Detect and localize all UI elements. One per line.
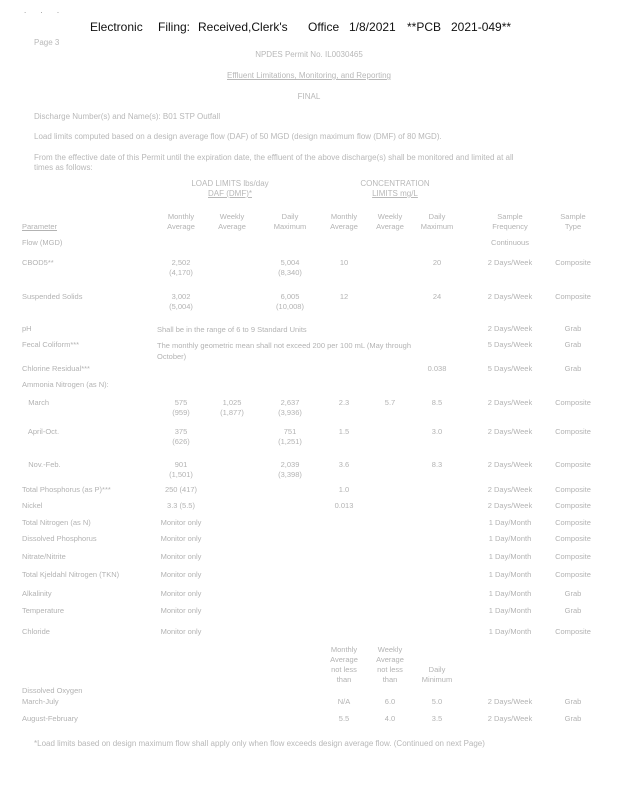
table-row-frequency: 2 Days/Week xyxy=(487,258,533,267)
table-row-parameter: Suspended Solids xyxy=(22,292,83,301)
table-row-sample-type: Grab xyxy=(564,324,582,333)
table-row-parameter: Total Kjeldahl Nitrogen (TKN) xyxy=(22,570,120,579)
table-row-monthly-load: Monitor only xyxy=(160,627,202,636)
do-row-sample-type: Grab xyxy=(564,714,582,723)
do-row-daily: 3.5 xyxy=(431,714,443,723)
column-header-parameter: Parameter xyxy=(22,222,58,231)
table-row-monthly-conc: 0.013 xyxy=(334,501,354,510)
table-row-daily-conc: 3.0 xyxy=(431,427,443,436)
table-row-parameter: Nov.-Feb. xyxy=(22,460,61,469)
stamp-received: Received,Clerk's xyxy=(198,20,288,34)
table-row-frequency: 1 Day/Month xyxy=(488,627,532,636)
table-row-frequency: 2 Days/Week xyxy=(487,501,533,510)
stamp-office: Office xyxy=(308,20,340,34)
column-header-type: Sample Type xyxy=(560,212,586,231)
table-row-monthly-load: 3,002 (5,004) xyxy=(169,292,193,311)
do-row-daily: 5.0 xyxy=(431,697,443,706)
table-row-frequency: 2 Days/Week xyxy=(487,324,533,333)
table-row-daily-conc: 20 xyxy=(432,258,442,267)
table-row-sample-type: Composite xyxy=(555,501,591,510)
load-limits-subheading: DAF (DMF)* xyxy=(208,189,252,198)
do-row-weekly: 4.0 xyxy=(384,714,396,723)
discharge-line: Discharge Number(s) and Name(s): B01 STP Outfall xyxy=(34,112,221,121)
table-row-parameter: March xyxy=(22,398,50,407)
table-row-parameter: Chloride xyxy=(22,627,50,636)
do-header-monthly: Monthly Average not less than xyxy=(330,645,358,684)
table-row-parameter: pH xyxy=(22,324,32,333)
table-row-sample-type: Composite xyxy=(555,292,591,301)
stamp-docket: 2021-049** xyxy=(451,20,512,34)
permit-title: NPDES Permit No. IL0030465 xyxy=(255,50,363,59)
column-header-daily: Daily Maximum xyxy=(273,212,307,231)
table-row-monthly-load: Monitor only xyxy=(160,534,202,543)
load-limits-heading: LOAD LIMITS lbs/day xyxy=(191,179,269,188)
table-row-parameter: Temperature xyxy=(22,606,65,615)
table-row-daily-load: 751 (1,251) xyxy=(278,427,302,446)
table-row-monthly-load: Monitor only xyxy=(160,606,202,615)
table-row-note: The monthly geometric mean shall not exceed 200 per 100 mL (May through October) xyxy=(157,341,412,361)
table-row-parameter: Alkalinity xyxy=(22,589,52,598)
table-row-parameter: Nickel xyxy=(22,501,43,510)
table-row-sample-type: Grab xyxy=(564,340,582,349)
column-header-monthly: Monthly Average xyxy=(167,212,195,231)
column-header-freq: Sample Frequency xyxy=(492,212,528,231)
table-row-parameter: April-Oct. xyxy=(22,427,60,436)
table-row-sample-type: Composite xyxy=(555,627,591,636)
table-row-monthly-conc: 2.3 xyxy=(338,398,350,407)
table-row-sample-type: Composite xyxy=(555,427,591,436)
table-row-parameter: Total Nitrogen (as N) xyxy=(22,518,91,527)
do-row-frequency: 2 Days/Week xyxy=(487,697,533,706)
table-row-monthly-conc: 3.6 xyxy=(338,460,350,469)
column-header-cdaily: Daily Maximum xyxy=(420,212,454,231)
table-row-daily-load: 2,637 (3,936) xyxy=(278,398,302,417)
table-row-daily-conc: 0.038 xyxy=(427,364,447,373)
table-row-parameter: CBOD5** xyxy=(22,258,54,267)
table-row-sample-type: Composite xyxy=(555,534,591,543)
column-header-cweekly: Weekly Average xyxy=(376,212,404,231)
table-row-sample-type: Composite xyxy=(555,518,591,527)
table-row-frequency: 2 Days/Week xyxy=(487,292,533,301)
do-header-daily: Daily Minimum xyxy=(421,665,453,684)
table-row-parameter: Flow (MGD) xyxy=(22,238,63,247)
table-row-frequency: 1 Day/Month xyxy=(488,518,532,527)
table-row-parameter: Nitrate/Nitrite xyxy=(22,552,66,561)
table-row-daily-conc: 8.5 xyxy=(431,398,443,407)
do-row-sample-type: Grab xyxy=(564,697,582,706)
table-row-monthly-load: Monitor only xyxy=(160,570,202,579)
stamp-electronic: Electronic xyxy=(90,20,143,34)
section-title: Effluent Limitations, Monitoring, and Reporting xyxy=(227,71,391,80)
table-row-frequency: 5 Days/Week xyxy=(487,364,533,373)
table-row-parameter: Fecal Coliform*** xyxy=(22,340,80,349)
column-header-weekly: Weekly Average xyxy=(218,212,246,231)
do-row-parameter: August-February xyxy=(22,714,78,723)
table-row-frequency: 2 Days/Week xyxy=(487,398,533,407)
table-row-daily-load: 6,005 (10,008) xyxy=(276,292,304,311)
table-row-frequency: Continuous xyxy=(491,238,529,247)
page-number: Page 3 xyxy=(34,38,60,47)
load-limits-paragraph: Load limits computed based on a design average flow (DAF) of 50 MGD (design maximum flow (DMF) of 80 MGD). xyxy=(34,132,442,141)
stamp-date: 1/8/2021 xyxy=(349,20,396,34)
table-row-frequency: 2 Days/Week xyxy=(487,460,533,469)
stamp-pcb: **PCB xyxy=(407,20,442,34)
table-row-monthly-load: 2,502 (4,170) xyxy=(169,258,193,277)
table-row-sample-type: Grab xyxy=(564,606,582,615)
table-row-monthly-load: 575 (959) xyxy=(172,398,190,417)
table-row-weekly-conc: 5.7 xyxy=(384,398,396,407)
footnote: *Load limits based on design maximum flow shall apply only when flow exceeds design average flow. (Continued on next Page) xyxy=(34,739,485,748)
table-row-sample-type: Composite xyxy=(555,570,591,579)
table-row-monthly-load: 3.3 (5.5) xyxy=(167,501,195,510)
table-row-monthly-load: Monitor only xyxy=(160,552,202,561)
table-row-sample-type: Composite xyxy=(555,258,591,267)
table-row-weekly-load: 1,025 (1,877) xyxy=(220,398,244,417)
table-row-parameter: Dissolved Phosphorus xyxy=(22,534,97,543)
table-row-sample-type: Composite xyxy=(555,398,591,407)
table-row-daily-load: 5,004 (8,340) xyxy=(278,258,302,277)
do-row-parameter: March-July xyxy=(22,697,59,706)
do-parameter: Dissolved Oxygen xyxy=(22,686,83,695)
do-row-monthly: 5.5 xyxy=(338,714,350,723)
do-row-weekly: 6.0 xyxy=(384,697,396,706)
table-row-sample-type: Grab xyxy=(564,364,582,373)
table-row-daily-load: 2,039 (3,398) xyxy=(278,460,302,479)
table-row-monthly-conc: 10 xyxy=(339,258,349,267)
table-row-sample-type: Composite xyxy=(555,485,591,494)
do-header-weekly: Weekly Average not less than xyxy=(376,645,404,684)
do-row-monthly: N/A xyxy=(337,697,351,706)
table-row-frequency: 1 Day/Month xyxy=(488,570,532,579)
table-row-parameter: Ammonia Nitrogen (as N): xyxy=(22,380,109,389)
table-row-monthly-conc: 1.5 xyxy=(338,427,350,436)
table-row-monthly-load: Monitor only xyxy=(160,518,202,527)
table-row-monthly-conc: 12 xyxy=(339,292,349,301)
table-row-monthly-load: 375 (626) xyxy=(172,427,190,446)
table-row-frequency: 1 Day/Month xyxy=(488,606,532,615)
do-row-frequency: 2 Days/Week xyxy=(487,714,533,723)
table-row-parameter: Chlorine Residual*** xyxy=(22,364,90,373)
table-row-monthly-load: 901 (1,501) xyxy=(169,460,193,479)
concentration-subheading: LIMITS mg/L xyxy=(372,189,418,198)
table-row-sample-type: Grab xyxy=(564,589,582,598)
monitoring-paragraph-line2: times as follows: xyxy=(34,163,93,172)
table-row-daily-conc: 24 xyxy=(432,292,442,301)
scan-marks: . . . xyxy=(24,6,66,15)
final-label: FINAL xyxy=(297,92,321,101)
table-row-frequency: 2 Days/Week xyxy=(487,485,533,494)
concentration-heading: CONCENTRATION xyxy=(360,179,430,188)
table-row-monthly-load: Monitor only xyxy=(160,589,202,598)
table-row-frequency: 2 Days/Week xyxy=(487,427,533,436)
table-row-frequency: 1 Day/Month xyxy=(488,534,532,543)
table-row-monthly-conc: 1.0 xyxy=(338,485,350,494)
column-header-cmonthly: Monthly Average xyxy=(330,212,358,231)
table-row-sample-type: Composite xyxy=(555,460,591,469)
table-row-frequency: 1 Day/Month xyxy=(488,589,532,598)
table-row-frequency: 5 Days/Week xyxy=(487,340,533,349)
table-row-note: Shall be in the range of 6 to 9 Standard Units xyxy=(157,325,307,334)
table-row-frequency: 1 Day/Month xyxy=(488,552,532,561)
table-row-monthly-load: 250 (417) xyxy=(164,485,198,494)
monitoring-paragraph-line1: From the effective date of this Permit until the expiration date, the effluent of the above discharge(s) shall be monitored and limited at all xyxy=(34,153,514,162)
table-row-parameter: Total Phosphorus (as P)*** xyxy=(22,485,111,494)
table-row-sample-type: Composite xyxy=(555,552,591,561)
table-row-daily-conc: 8.3 xyxy=(431,460,443,469)
stamp-filing: Filing: xyxy=(158,20,191,34)
